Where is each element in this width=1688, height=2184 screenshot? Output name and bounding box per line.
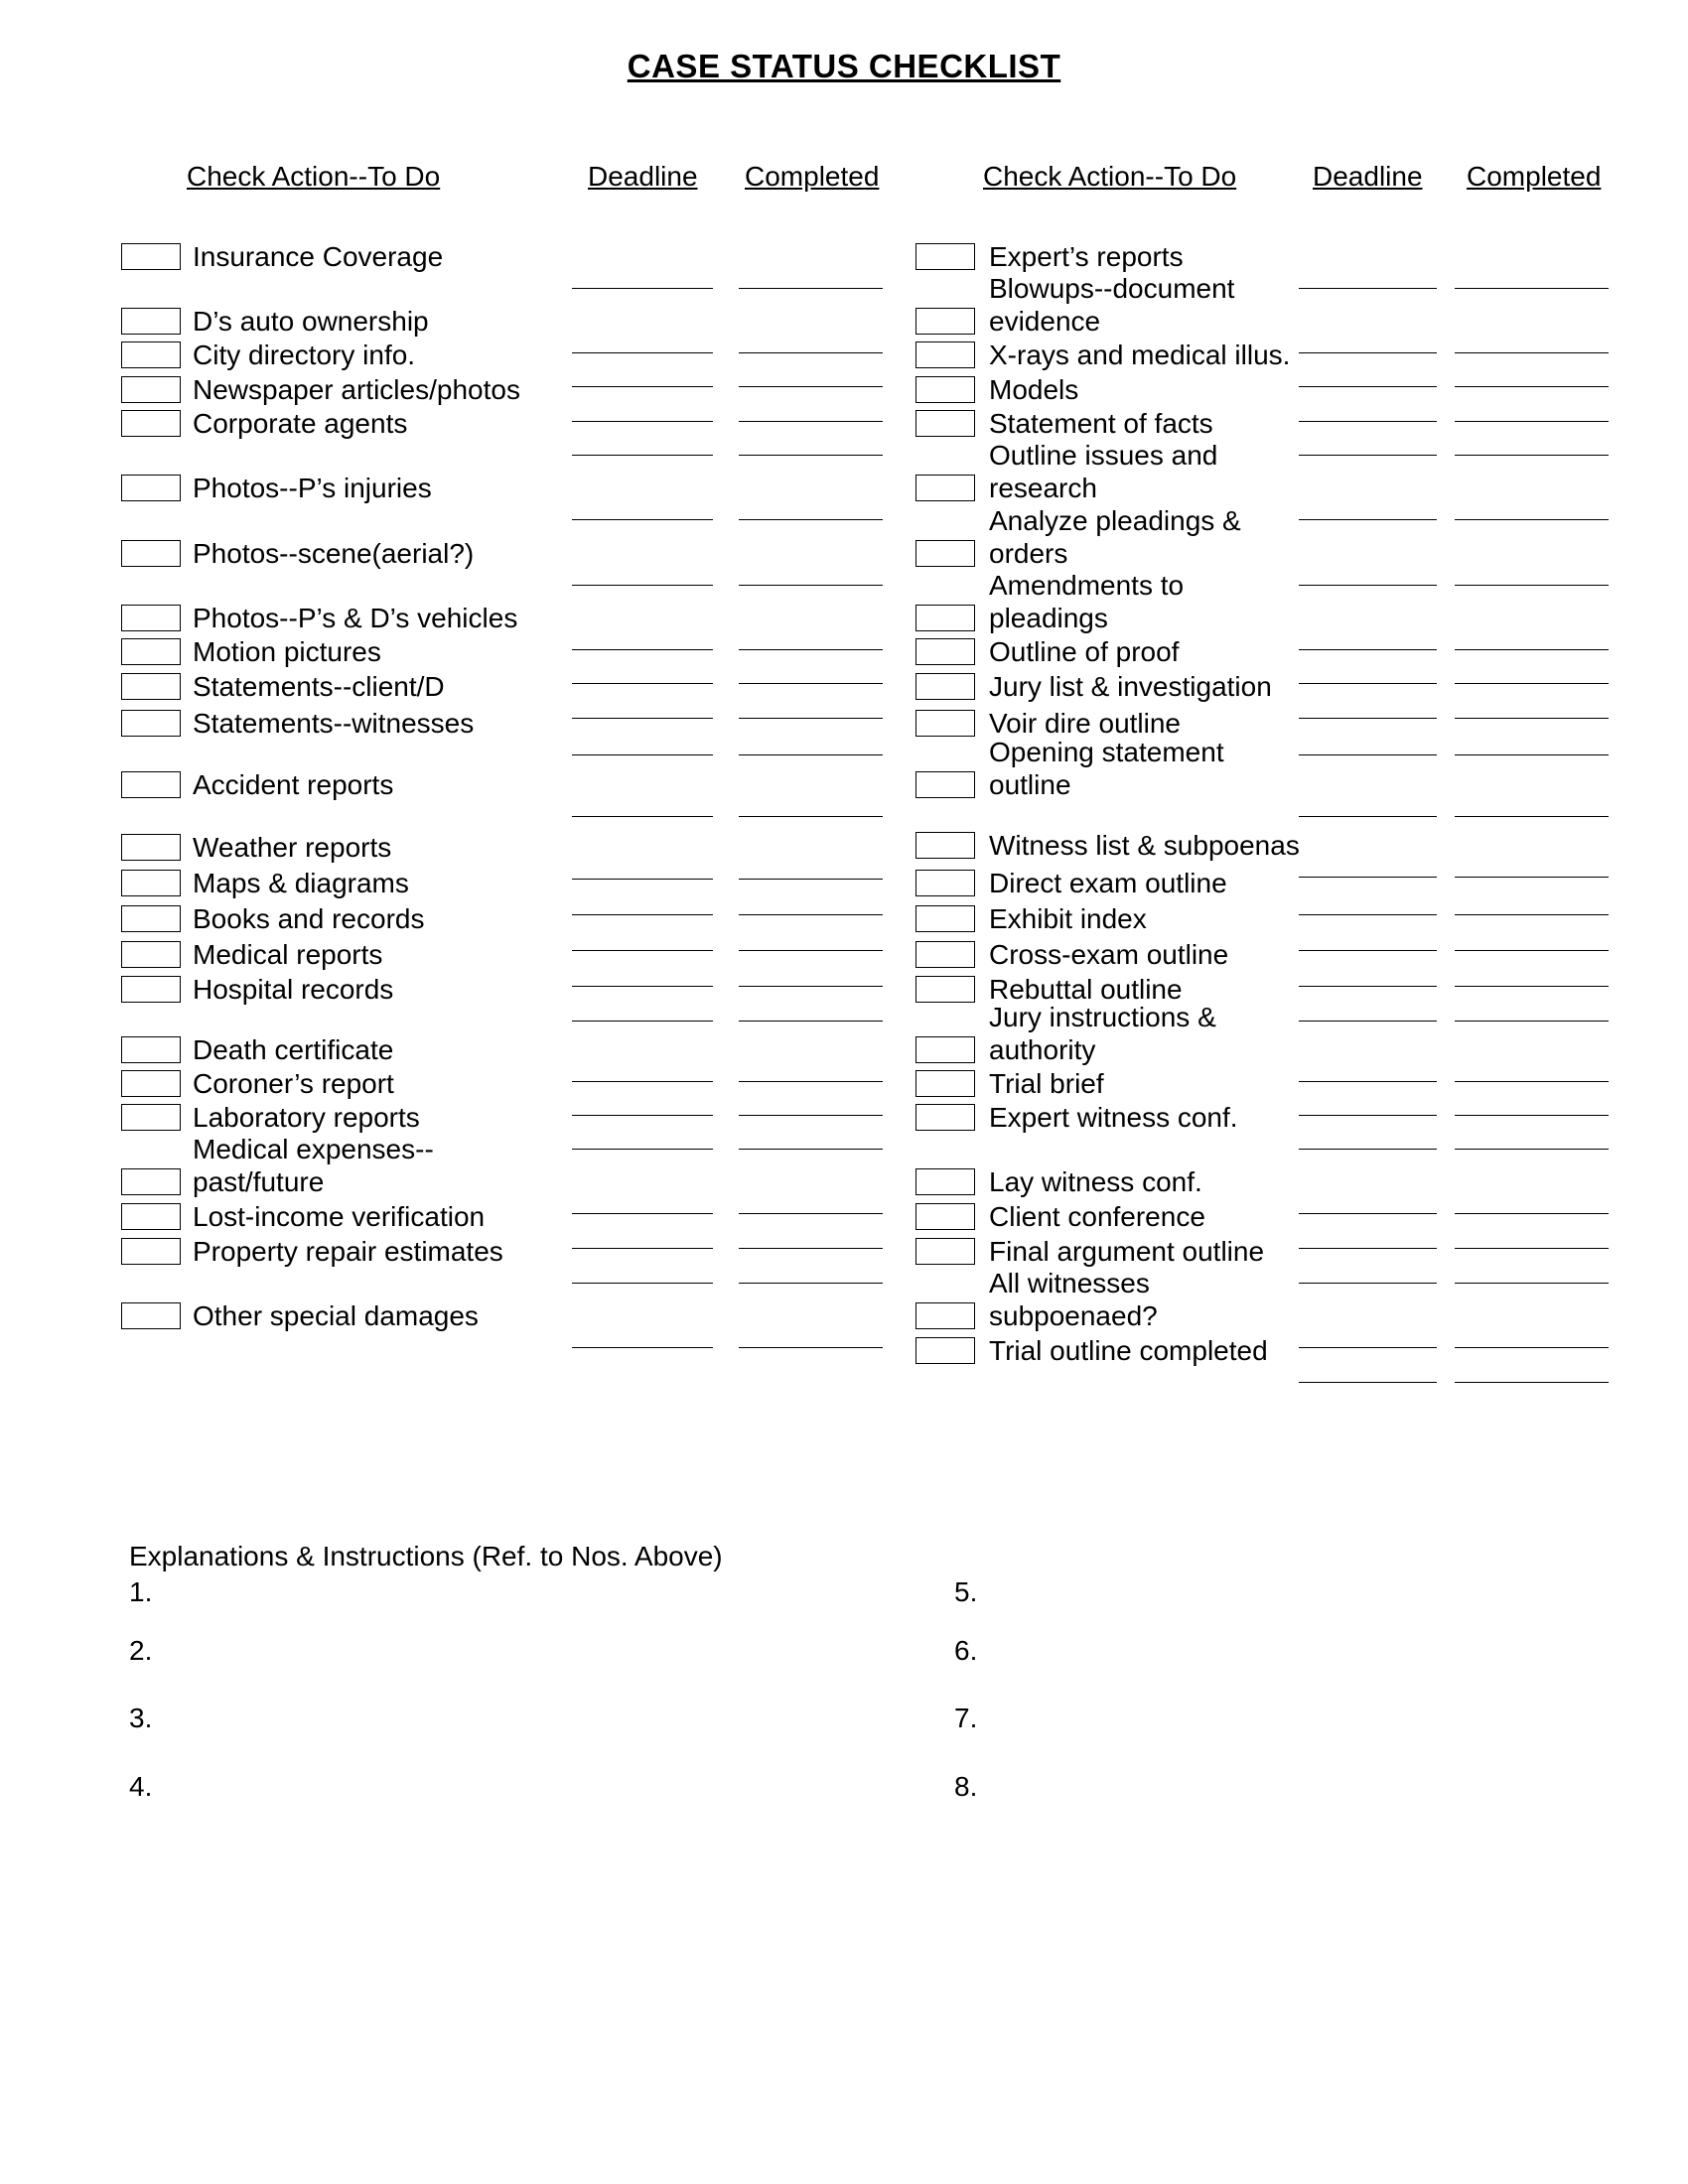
checklist-item-label: Rebuttal outline [989, 974, 1183, 1005]
deadline-blank[interactable] [572, 1081, 713, 1082]
deadline-blank[interactable] [1299, 1213, 1437, 1214]
checkbox[interactable] [915, 832, 975, 859]
checklist-item-label: Books and records [193, 903, 425, 934]
deadline-blank[interactable] [572, 421, 713, 422]
checkbox[interactable] [121, 905, 181, 932]
completed-blank[interactable] [739, 914, 883, 915]
checklist-item-label: Property repair estimates [193, 1236, 503, 1267]
deadline-blank[interactable] [1299, 1347, 1437, 1348]
deadline-blank[interactable] [1299, 1382, 1437, 1383]
completed-blank[interactable] [1455, 519, 1609, 520]
deadline-blank[interactable] [572, 683, 713, 684]
completed-blank[interactable] [739, 1248, 883, 1249]
deadline-blank[interactable] [572, 950, 713, 951]
deadline-blank[interactable] [572, 1283, 713, 1284]
checkbox[interactable] [915, 1070, 975, 1097]
completed-blank[interactable] [1455, 386, 1609, 387]
explanation-number: 8. [954, 1771, 978, 1802]
checkbox[interactable] [915, 905, 975, 932]
checklist-item-label: Weather reports [193, 832, 392, 863]
checkbox[interactable] [915, 710, 975, 737]
checkbox[interactable] [915, 673, 975, 700]
deadline-blank[interactable] [1299, 455, 1437, 456]
explanation-number: 7. [954, 1703, 978, 1733]
completed-blank[interactable] [1455, 352, 1609, 353]
deadline-blank[interactable] [572, 879, 713, 880]
checkbox[interactable] [121, 540, 181, 567]
checklist-item-label: Photos--scene(aerial?) [193, 538, 475, 569]
page-title: CASE STATUS CHECKLIST [627, 48, 1061, 84]
checklist-item-label: Hospital records [193, 974, 394, 1005]
checkbox[interactable] [915, 870, 975, 896]
checklist-item-label: All witnesses subpoenaed? [989, 1268, 1158, 1331]
right-action-header: Check Action--To Do [983, 161, 1237, 192]
checklist-item-label: Medical reports [193, 939, 383, 970]
checkbox[interactable] [121, 1168, 181, 1195]
checklist-item-label: Exhibit index [989, 903, 1147, 934]
checkbox[interactable] [121, 976, 181, 1003]
checkbox[interactable] [915, 1203, 975, 1230]
completed-blank[interactable] [1455, 877, 1609, 878]
checklist-item-label: Expert witness conf. [989, 1102, 1238, 1133]
checklist-item-label: Other special damages [193, 1300, 479, 1331]
checkbox[interactable] [915, 540, 975, 567]
deadline-blank[interactable] [572, 1021, 713, 1022]
checkbox[interactable] [915, 1168, 975, 1195]
right-deadline-header: Deadline [1313, 161, 1423, 192]
checkbox[interactable] [121, 1070, 181, 1097]
explanation-number: 3. [129, 1703, 153, 1733]
checkbox[interactable] [915, 1036, 975, 1063]
checklist-item-label: Photos--P’s injuries [193, 473, 432, 503]
deadline-blank[interactable] [1299, 816, 1437, 817]
deadline-blank[interactable] [572, 288, 713, 289]
checklist-item-label: Lay witness conf. [989, 1166, 1202, 1197]
explanation-number: 6. [954, 1635, 978, 1666]
checklist-item-label: Outline of proof [989, 636, 1180, 667]
checklist-item-label: Jury instructions & authority [989, 1002, 1216, 1065]
completed-blank[interactable] [739, 879, 883, 880]
completed-blank[interactable] [739, 718, 883, 719]
checkbox[interactable] [121, 341, 181, 368]
completed-blank[interactable] [1455, 816, 1609, 817]
deadline-blank[interactable] [1299, 1283, 1437, 1284]
checklist-item-label: Expert’s reports [989, 241, 1184, 272]
completed-blank[interactable] [739, 950, 883, 951]
checkbox[interactable] [915, 243, 975, 270]
checklist-item-label: Statements--client/D [193, 671, 445, 702]
checkbox[interactable] [915, 410, 975, 437]
checklist-item-label: Jury list & investigation [989, 671, 1272, 702]
completed-blank[interactable] [1455, 718, 1609, 719]
completed-blank[interactable] [1455, 1115, 1609, 1116]
completed-blank[interactable] [739, 754, 883, 755]
deadline-blank[interactable] [572, 455, 713, 456]
checkbox[interactable] [915, 771, 975, 798]
checkbox[interactable] [121, 771, 181, 798]
checkbox[interactable] [121, 1302, 181, 1329]
completed-blank[interactable] [739, 1347, 883, 1348]
completed-blank[interactable] [739, 1021, 883, 1022]
checklist-item-label: Witness list & subpoenas [989, 830, 1300, 861]
checkbox[interactable] [121, 410, 181, 437]
checkbox[interactable] [915, 308, 975, 335]
checklist-item-label: Medical expenses-- past/future [193, 1134, 434, 1197]
completed-blank[interactable] [739, 649, 883, 650]
completed-blank[interactable] [1455, 585, 1609, 586]
checkbox[interactable] [915, 1104, 975, 1131]
checkbox[interactable] [121, 834, 181, 861]
deadline-blank[interactable] [572, 585, 713, 586]
completed-blank[interactable] [739, 288, 883, 289]
deadline-blank[interactable] [1299, 1021, 1437, 1022]
checkbox[interactable] [121, 1203, 181, 1230]
completed-blank[interactable] [739, 519, 883, 520]
left-deadline-header: Deadline [588, 161, 698, 192]
checkbox[interactable] [121, 710, 181, 737]
completed-blank[interactable] [739, 1115, 883, 1116]
deadline-blank[interactable] [1299, 683, 1437, 684]
deadline-blank[interactable] [1299, 649, 1437, 650]
deadline-blank[interactable] [572, 914, 713, 915]
deadline-blank[interactable] [572, 649, 713, 650]
checklist-item-label: Coroner’s report [193, 1068, 394, 1099]
checkbox[interactable] [121, 941, 181, 968]
deadline-blank[interactable] [1299, 1115, 1437, 1116]
checklist-item-label: Corporate agents [193, 408, 408, 439]
checklist-item-label: Outline issues and research [989, 440, 1218, 503]
completed-blank[interactable] [739, 683, 883, 684]
completed-blank[interactable] [1455, 1283, 1609, 1284]
checkbox[interactable] [121, 638, 181, 665]
deadline-blank[interactable] [572, 519, 713, 520]
checkbox[interactable] [121, 308, 181, 335]
deadline-blank[interactable] [572, 754, 713, 755]
checklist-item-label: Newspaper articles/photos [193, 374, 520, 405]
completed-blank[interactable] [1455, 986, 1609, 987]
checklist-item-label: Trial brief [989, 1068, 1104, 1099]
checklist-item-label: Insurance Coverage [193, 241, 444, 272]
completed-blank[interactable] [739, 455, 883, 456]
deadline-blank[interactable] [1299, 877, 1437, 878]
completed-blank[interactable] [739, 1213, 883, 1214]
checkbox[interactable] [915, 638, 975, 665]
checklist-item-label: Trial outline completed [989, 1335, 1268, 1366]
deadline-blank[interactable] [572, 1347, 713, 1348]
checklist-item-label: X-rays and medical illus. [989, 340, 1291, 370]
completed-blank[interactable] [1455, 288, 1609, 289]
deadline-blank[interactable] [572, 352, 713, 353]
deadline-blank[interactable] [572, 386, 713, 387]
deadline-blank[interactable] [572, 816, 713, 817]
completed-blank[interactable] [1455, 950, 1609, 951]
completed-blank[interactable] [739, 1081, 883, 1082]
completed-blank[interactable] [1455, 1021, 1609, 1022]
checklist-item-label: Direct exam outline [989, 868, 1227, 898]
checklist-item-label: Laboratory reports [193, 1102, 420, 1133]
checklist-item-label: Motion pictures [193, 636, 381, 667]
checkbox[interactable] [915, 605, 975, 631]
completed-blank[interactable] [1455, 1347, 1609, 1348]
checklist-item-label: Death certificate [193, 1034, 394, 1065]
checkbox[interactable] [121, 376, 181, 403]
checkbox[interactable] [915, 1302, 975, 1329]
explanations-title: Explanations & Instructions (Ref. to Nos. Above) [129, 1541, 723, 1571]
checkbox[interactable] [915, 341, 975, 368]
completed-blank[interactable] [1455, 649, 1609, 650]
deadline-blank[interactable] [1299, 386, 1437, 387]
checklist-item-label: Maps & diagrams [193, 868, 409, 898]
explanation-number: 2. [129, 1635, 153, 1666]
deadline-blank[interactable] [572, 1248, 713, 1249]
deadline-blank[interactable] [1299, 986, 1437, 987]
deadline-blank[interactable] [572, 1115, 713, 1116]
completed-blank[interactable] [739, 386, 883, 387]
right-completed-header: Completed [1467, 161, 1602, 192]
checklist-item-label: Models [989, 374, 1079, 405]
deadline-blank[interactable] [1299, 950, 1437, 951]
explanation-number: 4. [129, 1771, 153, 1802]
checkbox[interactable] [121, 475, 181, 501]
checklist-item-label: Photos--P’s & D’s vehicles [193, 603, 518, 633]
checklist-item-label: Cross-exam outline [989, 939, 1229, 970]
checklist-item-label: Amendments to pleadings [989, 570, 1185, 633]
explanation-number: 1. [129, 1576, 153, 1607]
checkbox[interactable] [915, 1337, 975, 1364]
left-action-header: Check Action--To Do [187, 161, 441, 192]
completed-blank[interactable] [1455, 914, 1609, 915]
completed-blank[interactable] [1455, 1213, 1609, 1214]
completed-blank[interactable] [1455, 754, 1609, 755]
deadline-blank[interactable] [1299, 421, 1437, 422]
checklist-item-label: Lost-income verification [193, 1201, 486, 1232]
checkbox[interactable] [915, 1238, 975, 1265]
checkbox[interactable] [915, 475, 975, 501]
deadline-blank[interactable] [1299, 1149, 1437, 1150]
checkbox[interactable] [915, 376, 975, 403]
checklist-item-label: Voir dire outline [989, 708, 1182, 739]
checkbox[interactable] [915, 941, 975, 968]
explanation-number: 5. [954, 1576, 978, 1607]
completed-blank[interactable] [739, 352, 883, 353]
deadline-blank[interactable] [572, 986, 713, 987]
checklist-item-label: Client conference [989, 1201, 1205, 1232]
deadline-blank[interactable] [1299, 585, 1437, 586]
checkbox[interactable] [121, 243, 181, 270]
completed-blank[interactable] [739, 421, 883, 422]
completed-blank[interactable] [1455, 1382, 1609, 1383]
deadline-blank[interactable] [1299, 1081, 1437, 1082]
checklist-item-label: Final argument outline [989, 1236, 1265, 1267]
checklist-item-label: Opening statement outline [989, 737, 1224, 800]
completed-blank[interactable] [739, 1149, 883, 1150]
checkbox[interactable] [121, 1104, 181, 1131]
checkbox[interactable] [121, 673, 181, 700]
checklist-item-label: Accident reports [193, 769, 394, 800]
deadline-blank[interactable] [1299, 1248, 1437, 1249]
completed-blank[interactable] [1455, 455, 1609, 456]
checklist-item-label: City directory info. [193, 340, 416, 370]
checklist-item-label: Analyze pleadings & orders [989, 505, 1241, 569]
checkbox[interactable] [121, 1036, 181, 1063]
checklist-item-label: D’s auto ownership [193, 306, 429, 337]
completed-blank[interactable] [1455, 1149, 1609, 1150]
checklist-item-label: Statement of facts [989, 408, 1213, 439]
deadline-blank[interactable] [572, 1149, 713, 1150]
deadline-blank[interactable] [1299, 914, 1437, 915]
deadline-blank[interactable] [1299, 288, 1437, 289]
checkbox[interactable] [121, 605, 181, 631]
checkbox[interactable] [121, 870, 181, 896]
completed-blank[interactable] [739, 986, 883, 987]
deadline-blank[interactable] [1299, 352, 1437, 353]
deadline-blank[interactable] [1299, 754, 1437, 755]
deadline-blank[interactable] [572, 718, 713, 719]
completed-blank[interactable] [739, 816, 883, 817]
completed-blank[interactable] [1455, 1248, 1609, 1249]
deadline-blank[interactable] [1299, 718, 1437, 719]
checkbox[interactable] [121, 1238, 181, 1265]
completed-blank[interactable] [1455, 1081, 1609, 1082]
deadline-blank[interactable] [572, 1213, 713, 1214]
checkbox[interactable] [915, 976, 975, 1003]
completed-blank[interactable] [1455, 421, 1609, 422]
completed-blank[interactable] [739, 585, 883, 586]
checklist-item-label: Blowups--document evidence [989, 273, 1235, 337]
deadline-blank[interactable] [1299, 519, 1437, 520]
left-completed-header: Completed [745, 161, 880, 192]
checklist-item-label: Statements--witnesses [193, 708, 475, 739]
completed-blank[interactable] [739, 1283, 883, 1284]
completed-blank[interactable] [1455, 683, 1609, 684]
